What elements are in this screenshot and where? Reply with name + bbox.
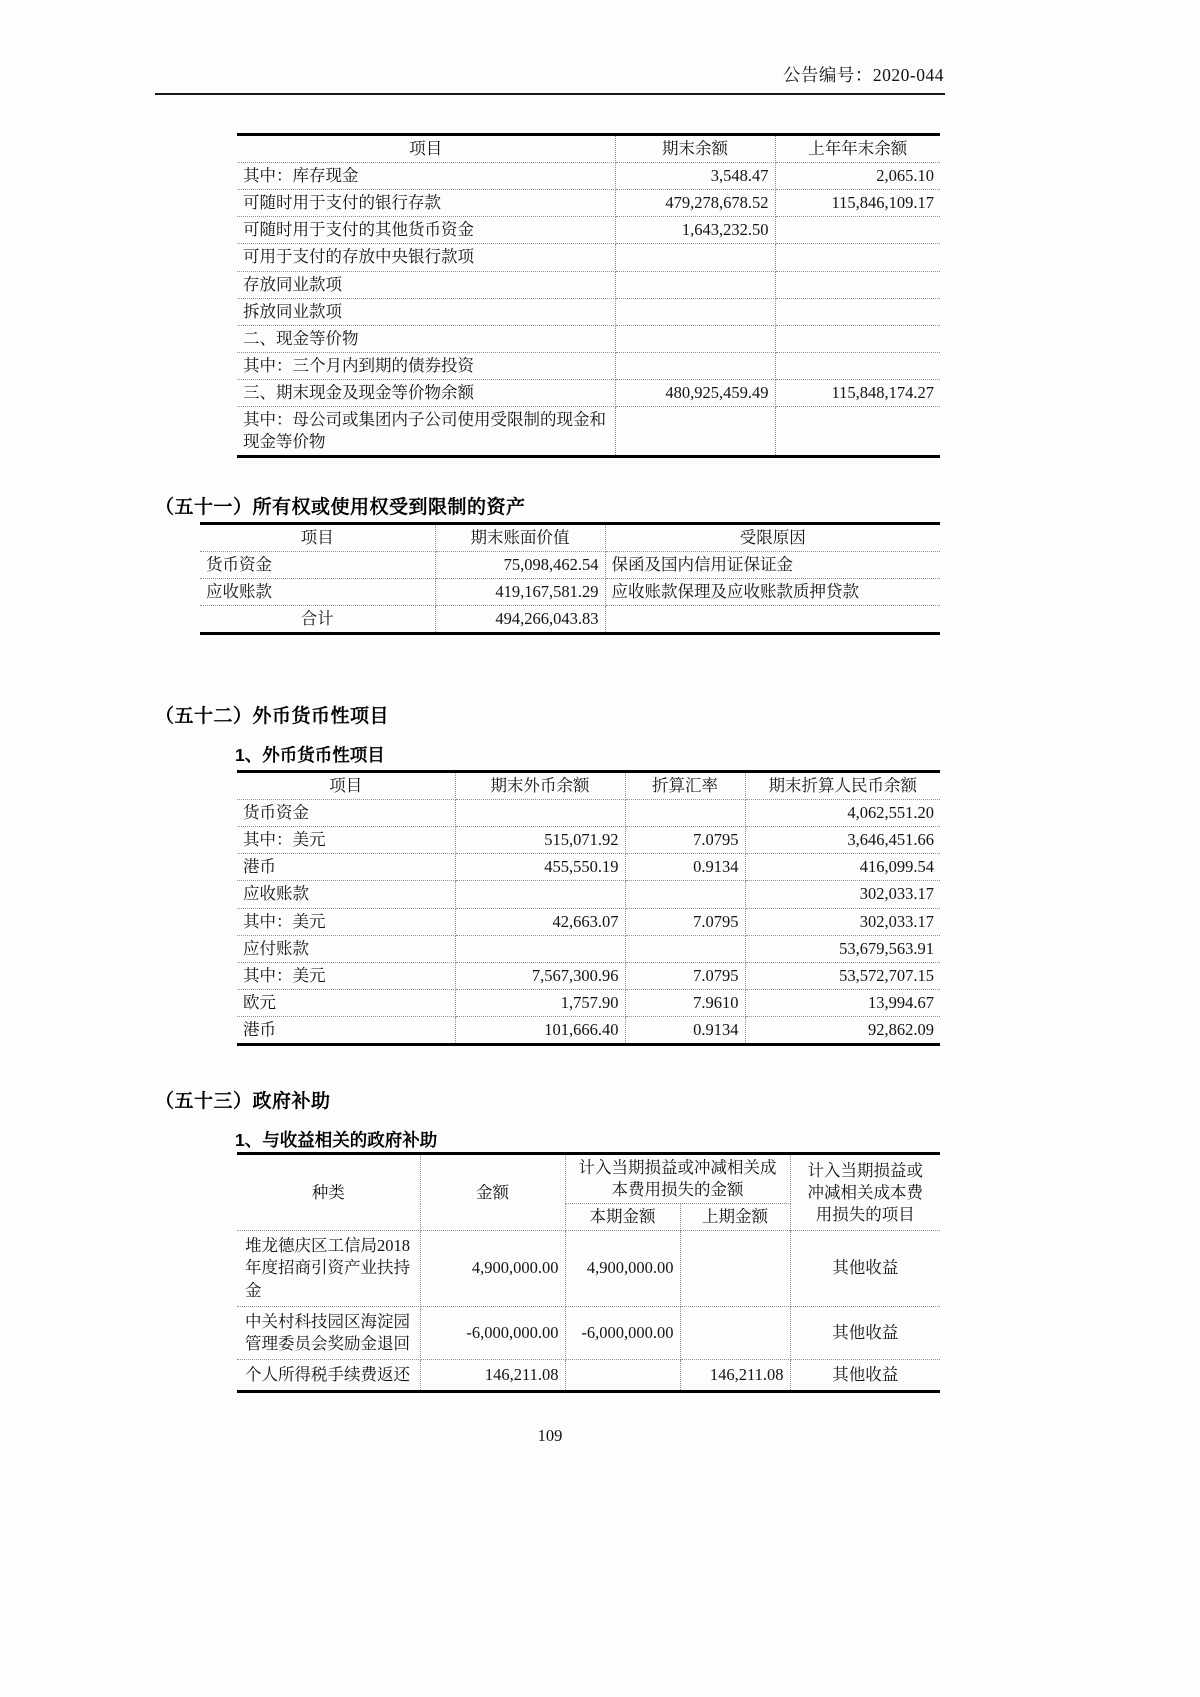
amount-cell: 4,900,000.00 — [420, 1231, 565, 1306]
amount-cell: -6,000,000.00 — [420, 1306, 565, 1359]
col-header-current-amount: 本期金额 — [565, 1204, 680, 1231]
table-row — [237, 800, 940, 827]
reason-cell — [605, 606, 940, 634]
col-header-amount: 金额 — [420, 1154, 565, 1231]
col-header-exchange-rate: 折算汇率 — [625, 772, 745, 800]
grant-kind-cell: 堆龙德庆区工信局2018 年度招商引资产业扶持金 — [237, 1231, 420, 1306]
fx-balance-cell: 1,757.90 — [455, 989, 625, 1016]
foreign-currency-table — [237, 770, 940, 1046]
rate-cell: 0.9134 — [625, 1016, 745, 1044]
col-header-prior-amount: 上期金额 — [680, 1204, 790, 1231]
col-header-item: 项目 — [237, 772, 455, 800]
prior-balance-cell — [775, 407, 940, 457]
table-header-row — [237, 1154, 940, 1204]
ending-balance-cell — [615, 244, 775, 271]
book-value-cell: 494,266,043.83 — [435, 606, 605, 634]
table-row — [237, 163, 940, 190]
prior-balance-cell: 2,065.10 — [775, 163, 940, 190]
item-cell: 拆放同业款项 — [237, 298, 615, 325]
table-row — [237, 352, 940, 379]
ending-balance-cell: 3,548.47 — [615, 163, 775, 190]
table-row — [237, 325, 940, 352]
ending-balance-cell: 479,278,678.52 — [615, 190, 775, 217]
rate-cell: 7.0795 — [625, 962, 745, 989]
item-cell: 其中：库存现金 — [237, 163, 615, 190]
col-header-cny-balance: 期末折算人民币余额 — [745, 772, 940, 800]
table-row — [237, 244, 940, 271]
prior-balance-cell — [775, 271, 940, 298]
col-header-item: 项目 — [200, 524, 435, 552]
table-header-row — [200, 524, 940, 552]
section-51-title: （五十一）所有权或使用权受到限制的资产 — [155, 497, 526, 518]
cny-balance-cell: 13,994.67 — [745, 989, 940, 1016]
item-cell: 货币资金 — [200, 552, 435, 579]
table-row — [237, 190, 940, 217]
fx-balance-cell: 101,666.40 — [455, 1016, 625, 1044]
rate-cell: 0.9134 — [625, 854, 745, 881]
ending-balance-cell — [615, 298, 775, 325]
ending-balance-cell — [615, 325, 775, 352]
fx-balance-cell: 455,550.19 — [455, 854, 625, 881]
government-grants-table — [237, 1152, 940, 1393]
prior-balance-cell — [775, 325, 940, 352]
table-row-total — [200, 606, 940, 634]
item-cell: 可随时用于支付的其他货币资金 — [237, 217, 615, 244]
grant-kind-cell: 中关村科技园区海淀园管理委员会奖励金退回 — [237, 1306, 420, 1359]
table-row — [237, 1231, 940, 1306]
reason-cell: 保函及国内信用证保证金 — [605, 552, 940, 579]
fx-balance-cell: 42,663.07 — [455, 908, 625, 935]
table-row — [237, 298, 940, 325]
item-cell: 其中：三个月内到期的债券投资 — [237, 352, 615, 379]
pl-item-cell: 其他收益 — [790, 1359, 940, 1391]
table-row — [237, 935, 940, 962]
prior-balance-cell: 115,846,109.17 — [775, 190, 940, 217]
table-row — [237, 1016, 940, 1044]
ending-balance-cell: 1,643,232.50 — [615, 217, 775, 244]
prior-amount-cell — [680, 1231, 790, 1306]
ending-balance-cell: 480,925,459.49 — [615, 379, 775, 406]
fx-balance-cell — [455, 935, 625, 962]
item-cell: 港币 — [237, 1016, 455, 1044]
cny-balance-cell: 53,679,563.91 — [745, 935, 940, 962]
table-row — [237, 881, 940, 908]
book-value-cell: 419,167,581.29 — [435, 579, 605, 606]
rate-cell — [625, 935, 745, 962]
current-amount-cell: 4,900,000.00 — [565, 1231, 680, 1306]
item-cell: 可用于支付的存放中央银行款项 — [237, 244, 615, 271]
item-cell: 应收账款 — [237, 881, 455, 908]
col-header-ending: 期末余额 — [615, 135, 775, 163]
amount-cell: 146,211.08 — [420, 1359, 565, 1391]
cny-balance-cell: 416,099.54 — [745, 854, 940, 881]
rate-cell: 7.0795 — [625, 827, 745, 854]
col-header-pl-group: 计入当期损益或冲减相关成本费用损失的金额 — [565, 1154, 790, 1204]
table-header-row — [237, 135, 940, 163]
table-row — [200, 579, 940, 606]
table-row — [237, 854, 940, 881]
item-cell: 存放同业款项 — [237, 271, 615, 298]
book-value-cell: 75,098,462.54 — [435, 552, 605, 579]
cny-balance-cell: 302,033.17 — [745, 908, 940, 935]
prior-amount-cell: 146,211.08 — [680, 1359, 790, 1391]
table-row — [237, 989, 940, 1016]
restricted-assets-table — [200, 522, 940, 635]
item-cell: 港币 — [237, 854, 455, 881]
reason-cell: 应收账款保理及应收账款质押贷款 — [605, 579, 940, 606]
col-header-item: 项目 — [237, 135, 615, 163]
table-row — [237, 407, 940, 457]
col-header-pl-item: 计入当期损益或冲减相关成本费用损失的项目 — [790, 1154, 940, 1231]
fx-balance-cell: 515,071.92 — [455, 827, 625, 854]
cny-balance-cell: 92,862.09 — [745, 1016, 940, 1044]
page-number: 109 — [537, 1426, 563, 1445]
total-label-cell: 合计 — [200, 606, 435, 634]
table-row — [237, 1359, 940, 1391]
table-row — [237, 827, 940, 854]
cny-balance-cell: 4,062,551.20 — [745, 800, 940, 827]
prior-balance-cell — [775, 352, 940, 379]
section-53-title: （五十三）政府补助 — [155, 1091, 331, 1112]
col-header-book-value: 期末账面价值 — [435, 524, 605, 552]
item-cell: 二、现金等价物 — [237, 325, 615, 352]
table-header-row — [237, 772, 940, 800]
section-52-subtitle: 1、外币货币性项目 — [235, 745, 385, 765]
rate-cell — [625, 881, 745, 908]
item-cell: 应收账款 — [200, 579, 435, 606]
prior-amount-cell — [680, 1306, 790, 1359]
item-cell: 货币资金 — [237, 800, 455, 827]
rate-cell: 7.0795 — [625, 908, 745, 935]
rate-cell — [625, 800, 745, 827]
header-divider — [155, 93, 945, 95]
col-header-prior: 上年年末余额 — [775, 135, 940, 163]
ending-balance-cell — [615, 352, 775, 379]
section-52-title: （五十二）外币货币性项目 — [155, 706, 390, 727]
item-cell: 可随时用于支付的银行存款 — [237, 190, 615, 217]
grant-kind-cell: 个人所得税手续费返还 — [237, 1359, 420, 1391]
table-row — [200, 552, 940, 579]
col-header-fx-balance: 期末外币余额 — [455, 772, 625, 800]
prior-balance-cell — [775, 217, 940, 244]
fx-balance-cell — [455, 881, 625, 908]
item-cell: 其中：美元 — [237, 827, 455, 854]
ending-balance-cell — [615, 407, 775, 457]
prior-balance-cell — [775, 244, 940, 271]
table-row — [237, 271, 940, 298]
current-amount-cell — [565, 1359, 680, 1391]
table-row — [237, 379, 940, 406]
cash-equivalents-table — [237, 133, 940, 458]
table-row — [237, 217, 940, 244]
pl-item-cell: 其他收益 — [790, 1231, 940, 1306]
cny-balance-cell: 302,033.17 — [745, 881, 940, 908]
item-cell: 应付账款 — [237, 935, 455, 962]
item-cell: 其中：母公司或集团内子公司使用受限制的现金和现金等价物 — [237, 407, 615, 457]
fx-balance-cell — [455, 800, 625, 827]
table-row — [237, 962, 940, 989]
pl-item-cell: 其他收益 — [790, 1306, 940, 1359]
rate-cell: 7.9610 — [625, 989, 745, 1016]
announcement-number: 公告编号：2020-044 — [782, 65, 944, 85]
cny-balance-cell: 3,646,451.66 — [745, 827, 940, 854]
col-header-kind: 种类 — [237, 1154, 420, 1231]
table-row — [237, 1306, 940, 1359]
prior-balance-cell: 115,848,174.27 — [775, 379, 940, 406]
table-row — [237, 908, 940, 935]
item-cell: 三、期末现金及现金等价物余额 — [237, 379, 615, 406]
current-amount-cell: -6,000,000.00 — [565, 1306, 680, 1359]
item-cell: 欧元 — [237, 989, 455, 1016]
item-cell: 其中：美元 — [237, 962, 455, 989]
cny-balance-cell: 53,572,707.15 — [745, 962, 940, 989]
prior-balance-cell — [775, 298, 940, 325]
item-cell: 其中：美元 — [237, 908, 455, 935]
fx-balance-cell: 7,567,300.96 — [455, 962, 625, 989]
section-53-subtitle: 1、与收益相关的政府补助 — [235, 1130, 438, 1150]
ending-balance-cell — [615, 271, 775, 298]
col-header-restriction-reason: 受限原因 — [605, 524, 940, 552]
